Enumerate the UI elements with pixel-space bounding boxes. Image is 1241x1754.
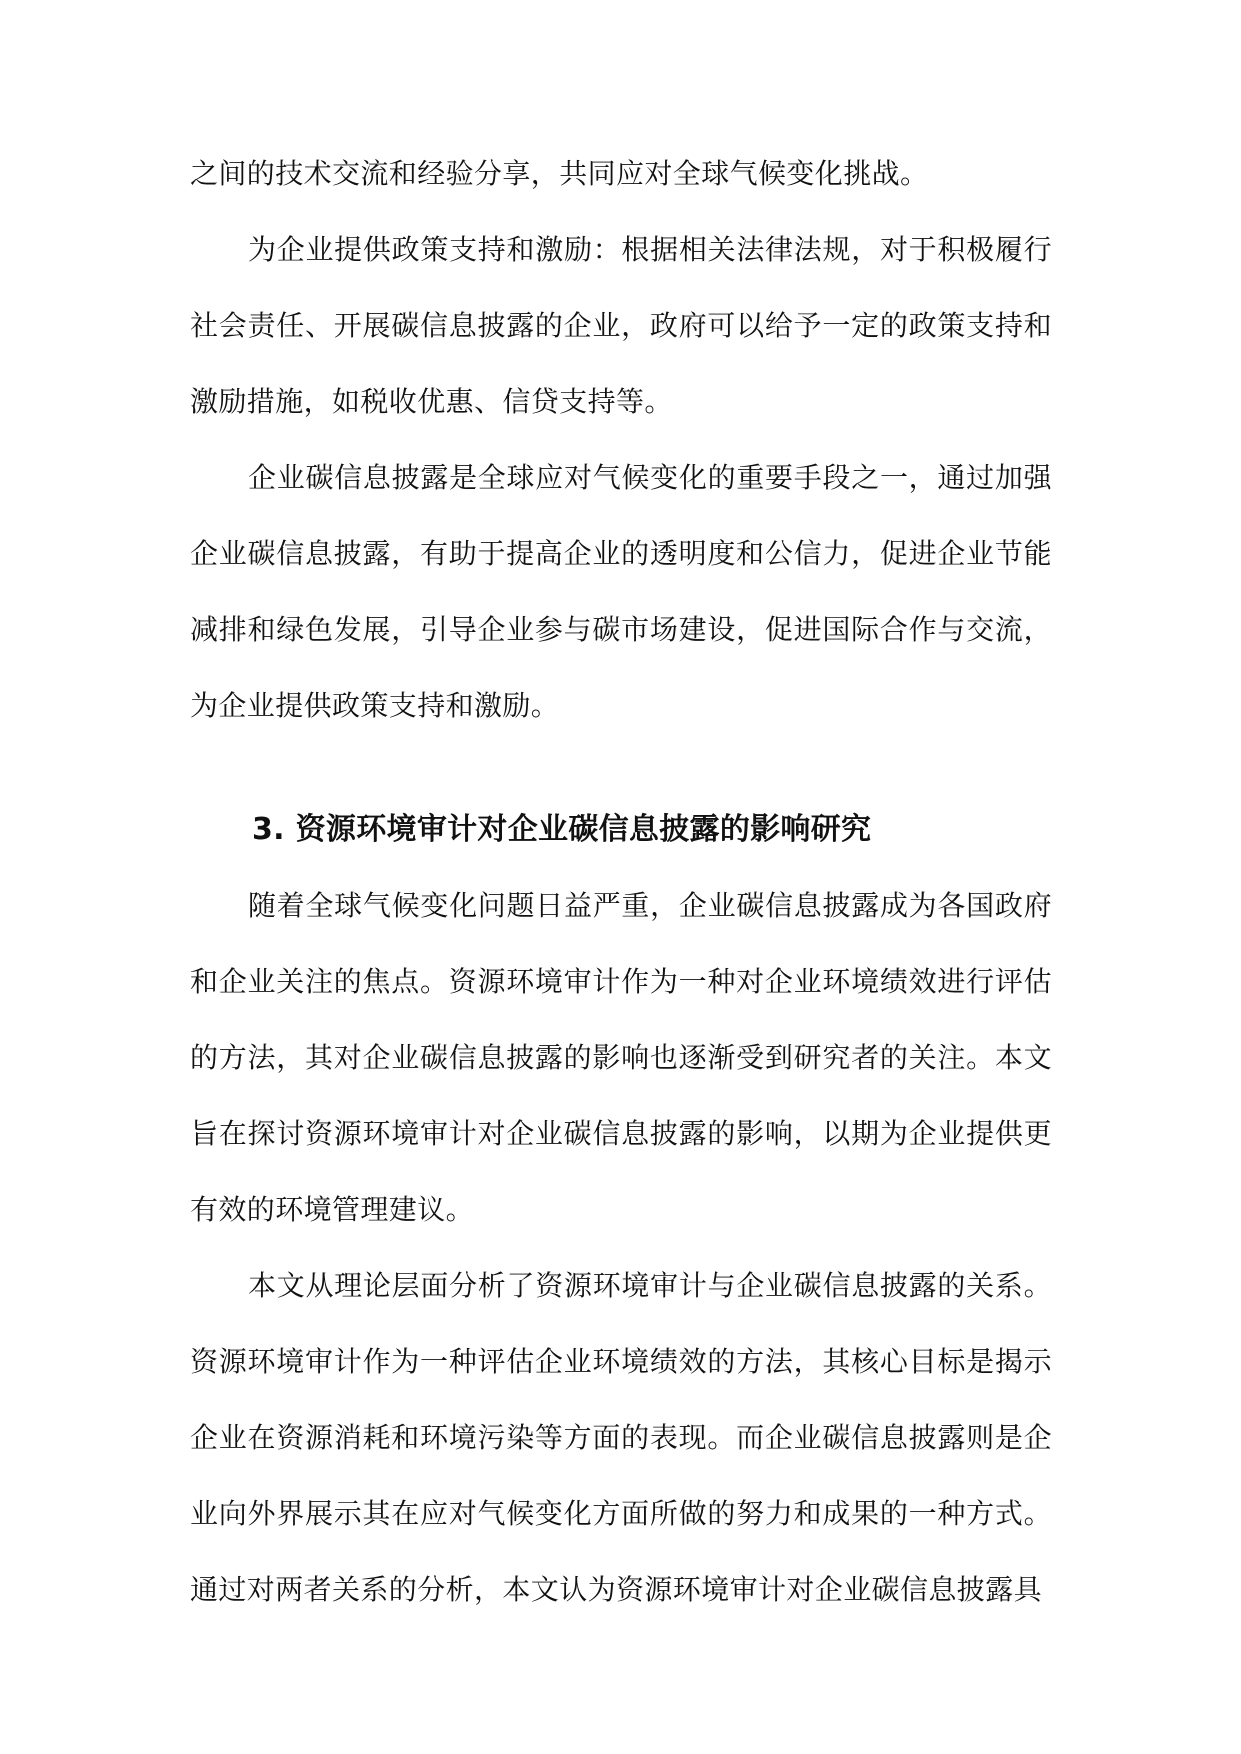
body-paragraph-policy-support: 为企业提供政策支持和激励：根据相关法律法规，对于积极履行社会责任、开展碳信息披露的企业，政府可以给予一定的政策支持和激励措施，如税收优惠、信贷支持等。 [190,233,1052,418]
body-paragraph-analysis: 本文从理论层面分析了资源环境审计与企业碳信息披露的关系。资源环境审计作为一种评估企业环境绩效的方法，其核心目标是揭示企业在资源消耗和环境污染等方面的表现。而企业碳信息披露则是企业向外界展示其在应对气候变化方面所做的努力和成果的一种方式。通过对两者关系的分析，本文认为资源环境审计对企业碳信息披露具 [190,1269,1052,1606]
body-paragraph-continuation: 之间的技术交流和经验分享，共同应对全球气候变化挑战。 [190,157,929,190]
body-paragraph-summary: 企业碳信息披露是全球应对气候变化的重要手段之一，通过加强企业碳信息披露，有助于提高企业的透明度和公信力，促进企业节能减排和绿色发展，引导企业参与碳市场建设，促进国际合作与交流，为企业提供政策支持和激励。 [190,461,1052,722]
document-page [190,136,1052,1628]
section-spacer [190,744,1052,792]
body-paragraph-intro: 随着全球气候变化问题日益严重，企业碳信息披露成为各国政府和企业关注的焦点。资源环境审计作为一种对企业环境绩效进行评估的方法，其对企业碳信息披露的影响也逐渐受到研究者的关注。本文旨在探讨资源环境审计对企业碳信息披露的影响，以期为企业提供更有效的环境管理建议。 [190,889,1052,1226]
section-heading: 3. 资源环境审计对企业碳信息披露的影响研究 [252,812,872,847]
